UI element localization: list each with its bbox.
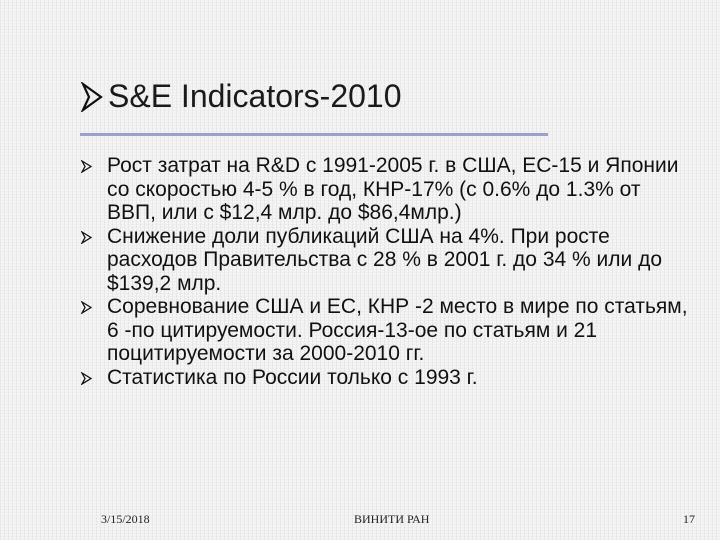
arrowhead-bullet-icon xyxy=(81,372,92,385)
footer-date: 3/15/2018 xyxy=(101,512,150,526)
bullet-text: Снижение доли публикаций США на 4%. При росте расходов Правительства с 28 % в 2001 г. до 34 % или до $139,2 млр. xyxy=(107,224,663,295)
list-item xyxy=(80,225,690,296)
footer-organization: ВИНИТИ РАН xyxy=(354,512,430,526)
list-item xyxy=(80,154,690,225)
title-underline xyxy=(80,133,548,136)
slide-title-text: S&E Indicators-2010 xyxy=(108,78,402,114)
slide-title xyxy=(80,78,402,115)
page-number: 17 xyxy=(683,512,695,526)
arrowhead-bullet-icon xyxy=(81,301,92,314)
arrowhead-bullet-icon xyxy=(81,160,92,173)
bullet-text: Статистика по России только с 1993 г. xyxy=(107,365,478,389)
list-item xyxy=(80,295,690,366)
bullet-list xyxy=(80,154,690,389)
bullet-text: Соревнование США и ЕС, КНР -2 место в мире по статьям, 6 -по цитируемости. Россия-13-ое по статьям и 21 поцитируемости за 2000-2010 гг. xyxy=(107,295,688,365)
arrowhead-bullet-icon xyxy=(80,82,104,112)
arrowhead-bullet-icon xyxy=(81,231,92,244)
bullet-text: Рост затрат на R&D с 1991-2005 г. в США, ЕС-15 и Японии со скоростью 4-5 % в год, КНР-17% (с 0.6% до 1.3% от ВВП, или с $12,4 млр. до $86,4млр.) xyxy=(107,154,679,224)
list-item xyxy=(80,366,690,390)
